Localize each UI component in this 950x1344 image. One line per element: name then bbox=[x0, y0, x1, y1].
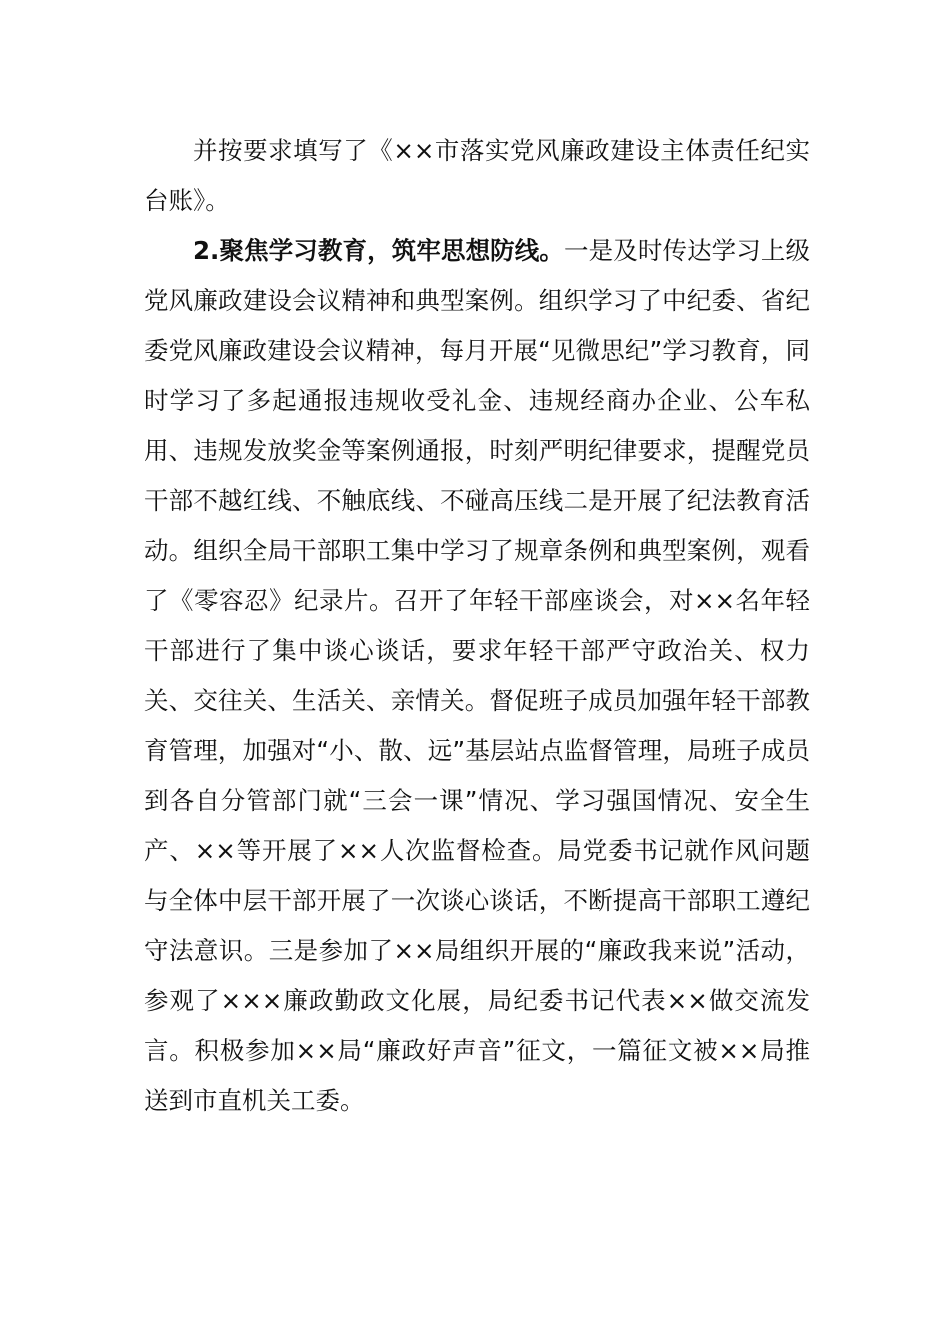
paragraph-2 bbox=[144, 226, 810, 1126]
paragraph-2-text: 一是及时传达学习上级党风廉政建设会议精神和典型案例。组织学习了中纪委、省纪委党风廉政建设会议精神，每月开展“见微思纪”学习教育，同时学习了多起通报违规收受礼金、违规经商办企业、公车私用、违规发放奖金等案例通报，时刻严明纪律要求，提醒党员干部不越红线、不触底线、不碰高压线二是开展了纪法教育活动。组织全局干部职工集中学习了规章条例和典型案例，观看了《零容忍》纪录片。召开了年轻干部座谈会，对××名年轻干部进行了集中谈心谈话，要求年轻干部严守政治关、权力关、交往关、生活关、亲情关。督促班子成员加强年轻干部教育管理，加强对“小、散、远”基层站点监督管理，局班子成员到各自分管部门就“三会一课”情况、学习强国情况、安全生产、××等开展了××人次监督检查。局党委书记就作风问题与全体中层干部开展了一次谈心谈话，不断提高干部职工遵纪守法意识。三是参加了××局组织开展的“廉政我来说”活动，参观了×××廉政勤政文化展，局纪委书记代表××做交流发言。积极参加××局“廉政好声音”征文，一篇征文被××局推送到市直机关工委。 bbox=[144, 236, 811, 1115]
paragraph-1-text: 并按要求填写了《××市落实党风廉政建设主体责任纪实台账》。 bbox=[144, 136, 810, 215]
paragraph-2-heading: 2.聚焦学习教育，筑牢思想防线。 bbox=[193, 236, 565, 265]
paragraph-1 bbox=[144, 126, 810, 226]
